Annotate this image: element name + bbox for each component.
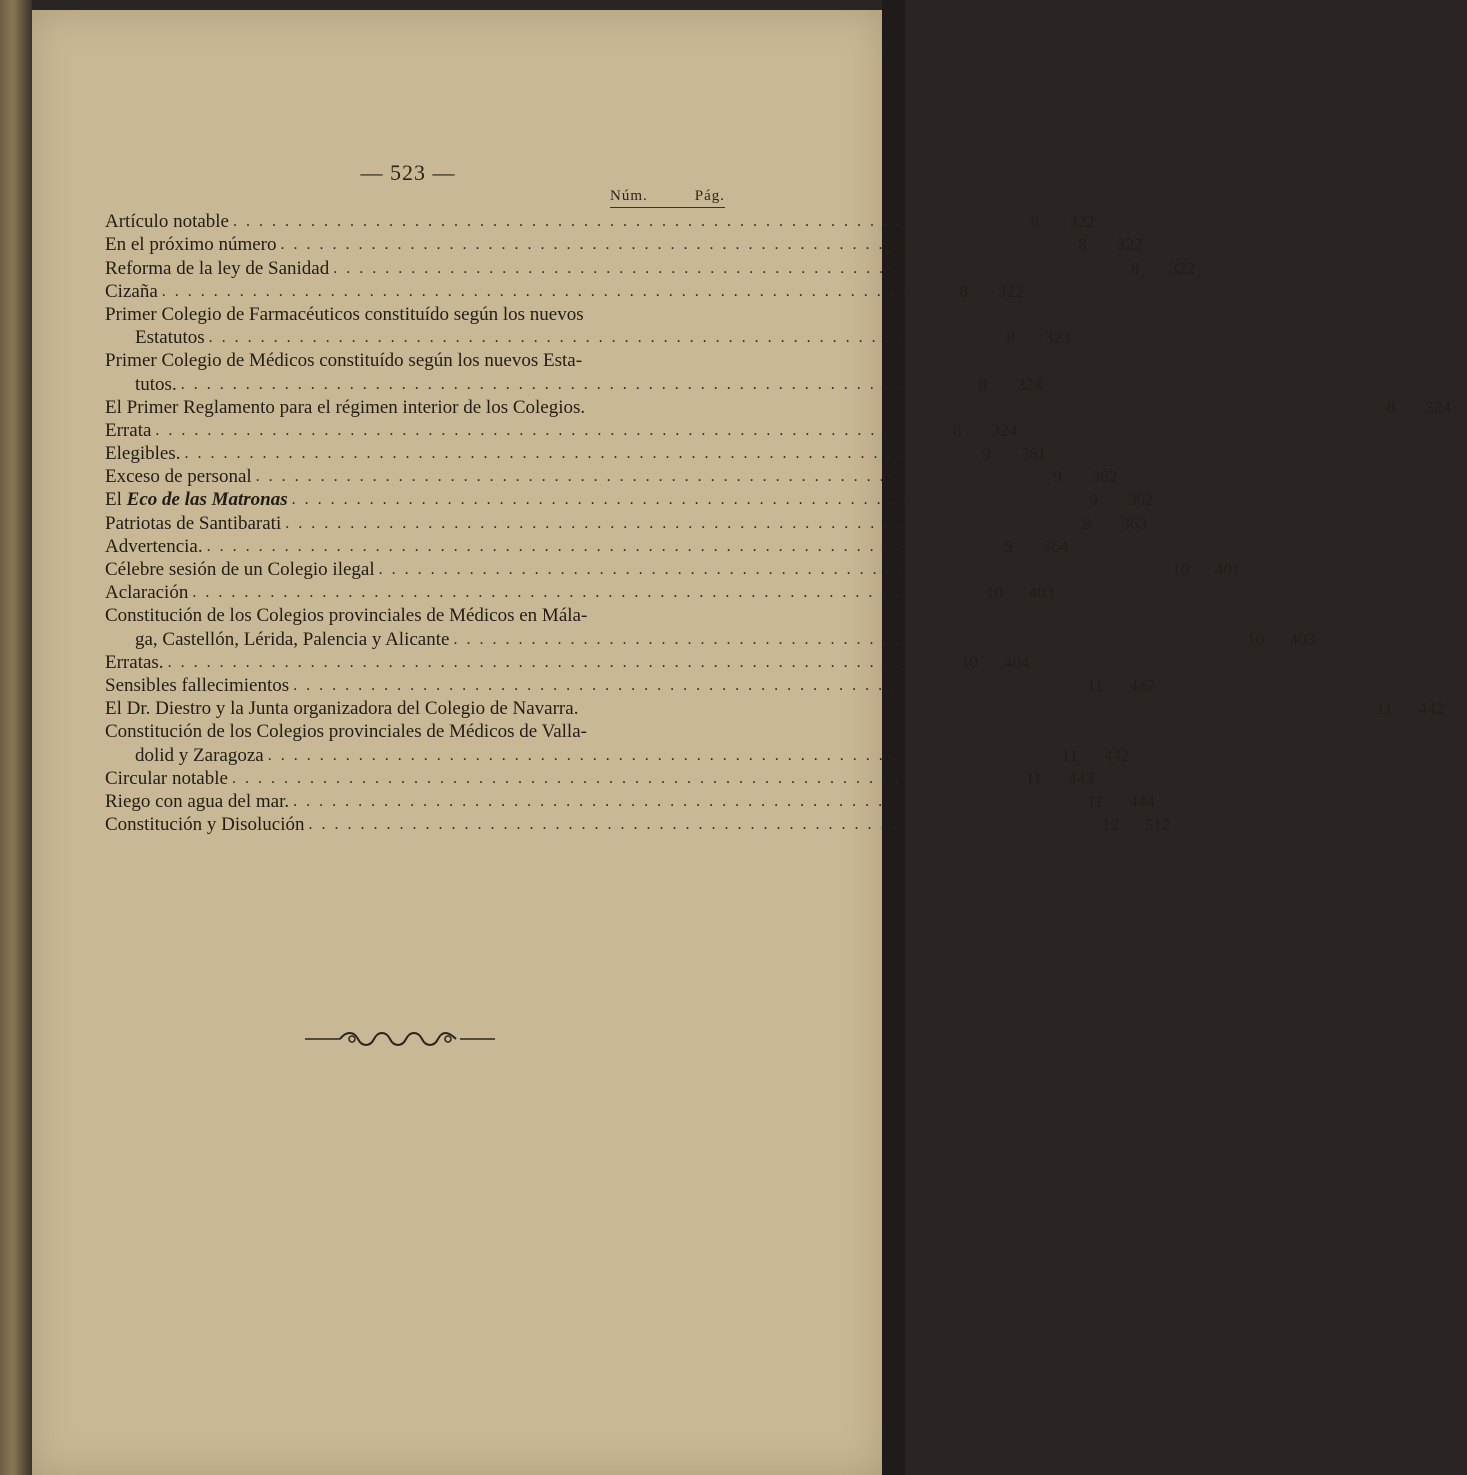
entry-title-text: Constitución de los Colegios provinciales de Médicos en Mála- (105, 605, 588, 627)
entry-title-text: Errata (105, 419, 152, 441)
entry-title-text: Riego con agua del mar. (105, 790, 290, 812)
entry-title-text: Cizaña (105, 280, 158, 302)
toc-entry (105, 767, 1094, 790)
entry-page: 403 (1028, 583, 1055, 603)
entry-page: 443 (1068, 768, 1094, 788)
entry-title-text: Patriotas de Santibarati (105, 512, 282, 534)
entry-title (105, 258, 329, 280)
toc-entry (105, 627, 1316, 650)
entry-title-text: En el próximo número (105, 234, 277, 256)
entry-page: 363 (1121, 513, 1147, 533)
entry-title (105, 327, 205, 349)
toc-entry (105, 674, 1155, 697)
entry-title-italic: Eco de las Matronas (126, 489, 288, 511)
entry-title (105, 721, 587, 743)
entry-title-text: Sensibles fallecimientos (105, 674, 290, 696)
entry-title (105, 698, 578, 720)
entry-title-text: dolid y Zaragoza (135, 744, 264, 766)
toc-entry (105, 581, 1055, 604)
entry-title-text: Reforma de la ley de Sanidad (105, 257, 330, 279)
entry-title (105, 489, 288, 511)
entry-title (105, 814, 305, 836)
leader-dots: ............................................................ (167, 653, 948, 671)
leader-dots: ............................................................ (285, 514, 1066, 532)
entry-page: 322 (1116, 235, 1143, 255)
entry-number: 9 (1082, 513, 1092, 533)
entry-number: 8 (1130, 258, 1140, 278)
toc-entry (105, 442, 1047, 465)
entry-number: 11 (1376, 699, 1393, 719)
table-of-contents (105, 210, 1451, 836)
toc-entry (105, 303, 735, 326)
toc-entry (105, 233, 1143, 256)
entry-number: 9 (1089, 490, 1098, 510)
entry-title-text: Célebre sesión de un Colegio ilegal (105, 559, 375, 580)
entry-title (105, 513, 281, 535)
entry-title-text: El (105, 489, 127, 511)
leader-dots: ............................................................ (192, 584, 973, 602)
leader-dots: ............................................................ (233, 213, 1013, 231)
toc-entry (105, 396, 1451, 419)
entry-page: 322 (1169, 258, 1195, 278)
entry-title (105, 582, 188, 604)
toc-entry (105, 280, 1024, 303)
leader-dots: ............................................................ (293, 676, 1074, 694)
entry-page: 362 (1127, 490, 1154, 510)
toc-entry (105, 743, 1130, 766)
entry-title (105, 281, 158, 303)
leader-dots: ............................................................ (267, 746, 1048, 764)
entry-title-text: tutos. (135, 373, 177, 395)
entry-number: 8 (978, 374, 987, 394)
entry-number: 8 (953, 420, 962, 440)
toc-entry (105, 604, 735, 627)
entry-page: 322 (998, 281, 1024, 301)
entry-title-text: Primer Colegio de Médicos constituído según los nuevos Esta- (105, 350, 583, 372)
entry-title (105, 374, 177, 396)
entry-number: 10 (961, 652, 979, 672)
leader-dots: ............................................................ (161, 282, 942, 300)
toc-entry (105, 256, 1195, 279)
leader-dots: ............................................................ (208, 329, 989, 347)
entry-number: 9 (1053, 467, 1062, 487)
entry-number: 10 (1246, 629, 1264, 649)
leader-dots: ............................................................ (255, 468, 1036, 486)
entry-number: 11 (1086, 791, 1104, 811)
entry-title (105, 466, 252, 488)
entry-title (105, 745, 264, 767)
entry-page: 404 (1003, 652, 1030, 672)
entry-title (105, 629, 449, 651)
toc-entry (105, 790, 1155, 813)
entry-title-text: El Dr. Diestro y la Junta organizadora del Colegio de Navarra. (105, 698, 579, 720)
toc-entry (105, 558, 1241, 581)
leader-dots: ............................................................ (184, 445, 965, 463)
entry-number: 8 (1030, 212, 1040, 232)
col-pag-header: Pág. (694, 188, 725, 204)
leader-dots: ............................................................ (333, 259, 1114, 277)
entry-number: 10 (1172, 560, 1190, 579)
col-num-header: Núm. (610, 188, 648, 204)
leader-dots: ............................................................ (231, 769, 1012, 787)
entry-number: 10 (985, 583, 1003, 603)
entry-title-text: Advertencia. (105, 535, 203, 557)
entry-title (105, 652, 164, 674)
toc-entry (105, 488, 1154, 511)
entry-title-text: Constitución y Disolución (105, 814, 305, 836)
entry-number: 8 (1006, 328, 1015, 348)
entry-title (105, 350, 582, 372)
entry-number: 12 (1102, 815, 1119, 835)
column-headers (610, 188, 725, 208)
entry-page: 323 (1044, 328, 1071, 348)
toc-entry (105, 697, 1445, 720)
entry-title (105, 605, 587, 627)
entry-number: 8 (1386, 397, 1396, 417)
entry-number: 9 (1004, 536, 1013, 556)
leader-dots: ............................................................ (453, 630, 1234, 648)
entry-title (105, 443, 180, 465)
entry-page: 442 (1103, 745, 1130, 765)
entry-page: 444 (1129, 791, 1155, 811)
entry-title-text: Aclaración (105, 582, 189, 604)
leader-dots: ............................................................ (180, 375, 961, 393)
entry-title-text: Estatutos (135, 327, 205, 349)
entry-title (105, 397, 585, 419)
entry-title (105, 234, 277, 256)
entry-number: 11 (1061, 745, 1078, 765)
toc-entry (105, 511, 1147, 534)
entry-page: 403 (1289, 629, 1316, 649)
toc-entry (105, 535, 1069, 558)
ornament-divider (300, 1027, 500, 1051)
entry-title-text: Constitución de los Colegios provinciales de Médicos de Valla- (105, 721, 587, 743)
entry-page: 512 (1144, 815, 1171, 835)
toc-entry (105, 372, 1043, 395)
entry-page: 362 (1091, 467, 1118, 487)
entry-title-text: Exceso de personal (105, 466, 252, 488)
leader-dots: ............................................................ (280, 236, 1061, 254)
toc-entry (105, 349, 735, 372)
page-number: — 523 — (360, 160, 456, 185)
entry-page: 324 (991, 420, 1018, 440)
toc-entry (105, 813, 1171, 836)
entry-number: 11 (1086, 675, 1104, 695)
entry-page: 361 (1020, 444, 1047, 464)
entry-title (105, 559, 375, 581)
leader-dots: ............................................................ (155, 421, 936, 439)
entry-title-text: Elegibles. (105, 443, 181, 465)
toc-entry (105, 210, 1095, 233)
entry-title (105, 420, 151, 442)
entry-number: 8 (959, 281, 969, 301)
entry-page: 442 (1129, 675, 1155, 695)
toc-entry (105, 651, 1030, 674)
entry-title-text: Circular notable (105, 767, 228, 789)
leader-dots: ............................................................ (308, 816, 1089, 834)
entry-page: 442 (1418, 699, 1445, 719)
toc-entry (105, 419, 1018, 442)
entry-page: 322 (1069, 212, 1095, 232)
entry-page: 324 (1425, 397, 1451, 417)
entry-title (105, 768, 228, 790)
entry-title (105, 304, 584, 326)
entry-page: 364 (1042, 536, 1069, 556)
entry-title-text: Artículo notable (105, 211, 229, 233)
toc-entry (105, 326, 1071, 349)
entry-title (105, 675, 289, 697)
entry-title-text: ga, Castellón, Lérida, Palencia y Alicante (135, 628, 450, 650)
entry-number: 8 (1078, 235, 1087, 255)
leader-dots: ............................................................ (206, 537, 987, 555)
entry-number: 9 (982, 444, 991, 464)
entry-title (105, 211, 229, 233)
book-binding (0, 0, 32, 1475)
entry-title-text: Erratas. (105, 651, 164, 673)
toc-entry (105, 465, 1118, 488)
leader-dots: ............................................................ (378, 561, 1159, 578)
entry-page: 401 (1214, 560, 1241, 579)
leader-dots: ............................................................ (293, 792, 1074, 810)
leader-dots: ............................................................ (291, 491, 1072, 509)
entry-title-text: El Primer Reglamento para el régimen interior de los Colegios. (105, 396, 586, 418)
entry-title-text: Primer Colegio de Farmacéuticos constituído según los nuevos (105, 303, 584, 325)
entry-title (105, 791, 289, 813)
toc-entry (105, 720, 735, 743)
entry-page: 324 (1016, 374, 1043, 394)
entry-number: 11 (1025, 768, 1043, 788)
entry-title (105, 536, 203, 558)
